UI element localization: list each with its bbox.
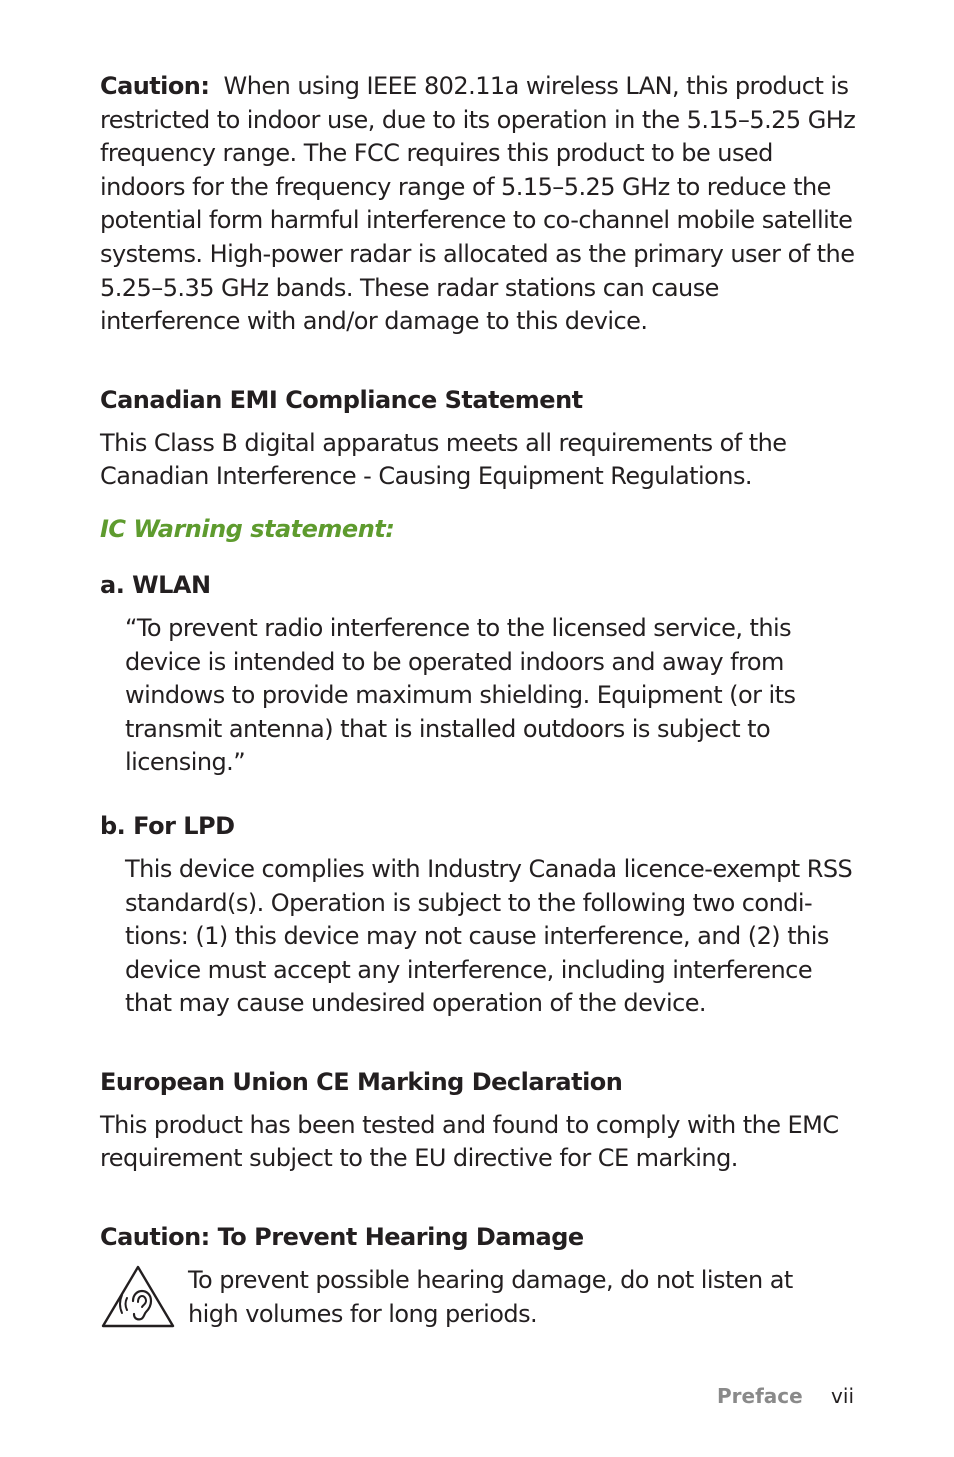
hearing-heading: Caution: To Prevent Hearing Damage (100, 1223, 584, 1252)
ic-warning-heading: IC Warning statement: (100, 514, 395, 543)
lpd-text: This device complies with Industry Canada licence-exempt RSS standard(s). Operation is subject to the following two condi-tions: (1) this device may not cause interference, and (2) this device must accept any interference, including interference that may cause undesired operation of the device. (125, 854, 853, 1018)
hearing-text: To prevent possible hearing damage, do not listen at high volumes for long periods. (188, 1266, 793, 1328)
page-content (100, 70, 860, 1331)
caution-text: When using IEEE 802.11a wireless LAN, this product is restricted to indoor use, due to its operation in the 5.15–5.25 GHz frequency range. The FCC requires this product to be used indoors for the frequency range of 5.15–5.25 GHz to reduce the potential form harmful interference to co-channel mobile satellite systems. High-power radar is allocated as the primary user of the 5.25–5.35 GHz bands. These radar stations can cause interference with and/or damage to this device. (100, 72, 856, 336)
footer-section: Preface (716, 1384, 803, 1408)
wlan-text: “To prevent radio interference to the licensed service, this device is intended to be operated indoors and away from windows to provide maximum shielding. Equipment (or its transmit antenna) that is installed outdoors is subject to licensing.” (125, 613, 796, 777)
hearing-block (100, 1264, 860, 1331)
eu-text: This product has been tested and found to comply with the EMC requirement subject to the EU directive for CE marking. (100, 1110, 839, 1173)
eu-heading: European Union CE Marking Declaration (100, 1067, 623, 1096)
canadian-heading: Canadian EMI Compliance Statement (100, 385, 583, 414)
canadian-text: This Class B digital apparatus meets all requirements of the Canadian Interference - Causing Equipment Regulations. (100, 428, 787, 491)
hearing-warning-icon (100, 1264, 176, 1330)
page-number: vii (831, 1384, 854, 1408)
caution-paragraph (100, 70, 860, 339)
wlan-label: a. WLAN (100, 570, 211, 599)
caution-label: Caution: (100, 72, 210, 100)
lpd-label: b. For LPD (100, 811, 235, 840)
page-footer (717, 1384, 854, 1408)
